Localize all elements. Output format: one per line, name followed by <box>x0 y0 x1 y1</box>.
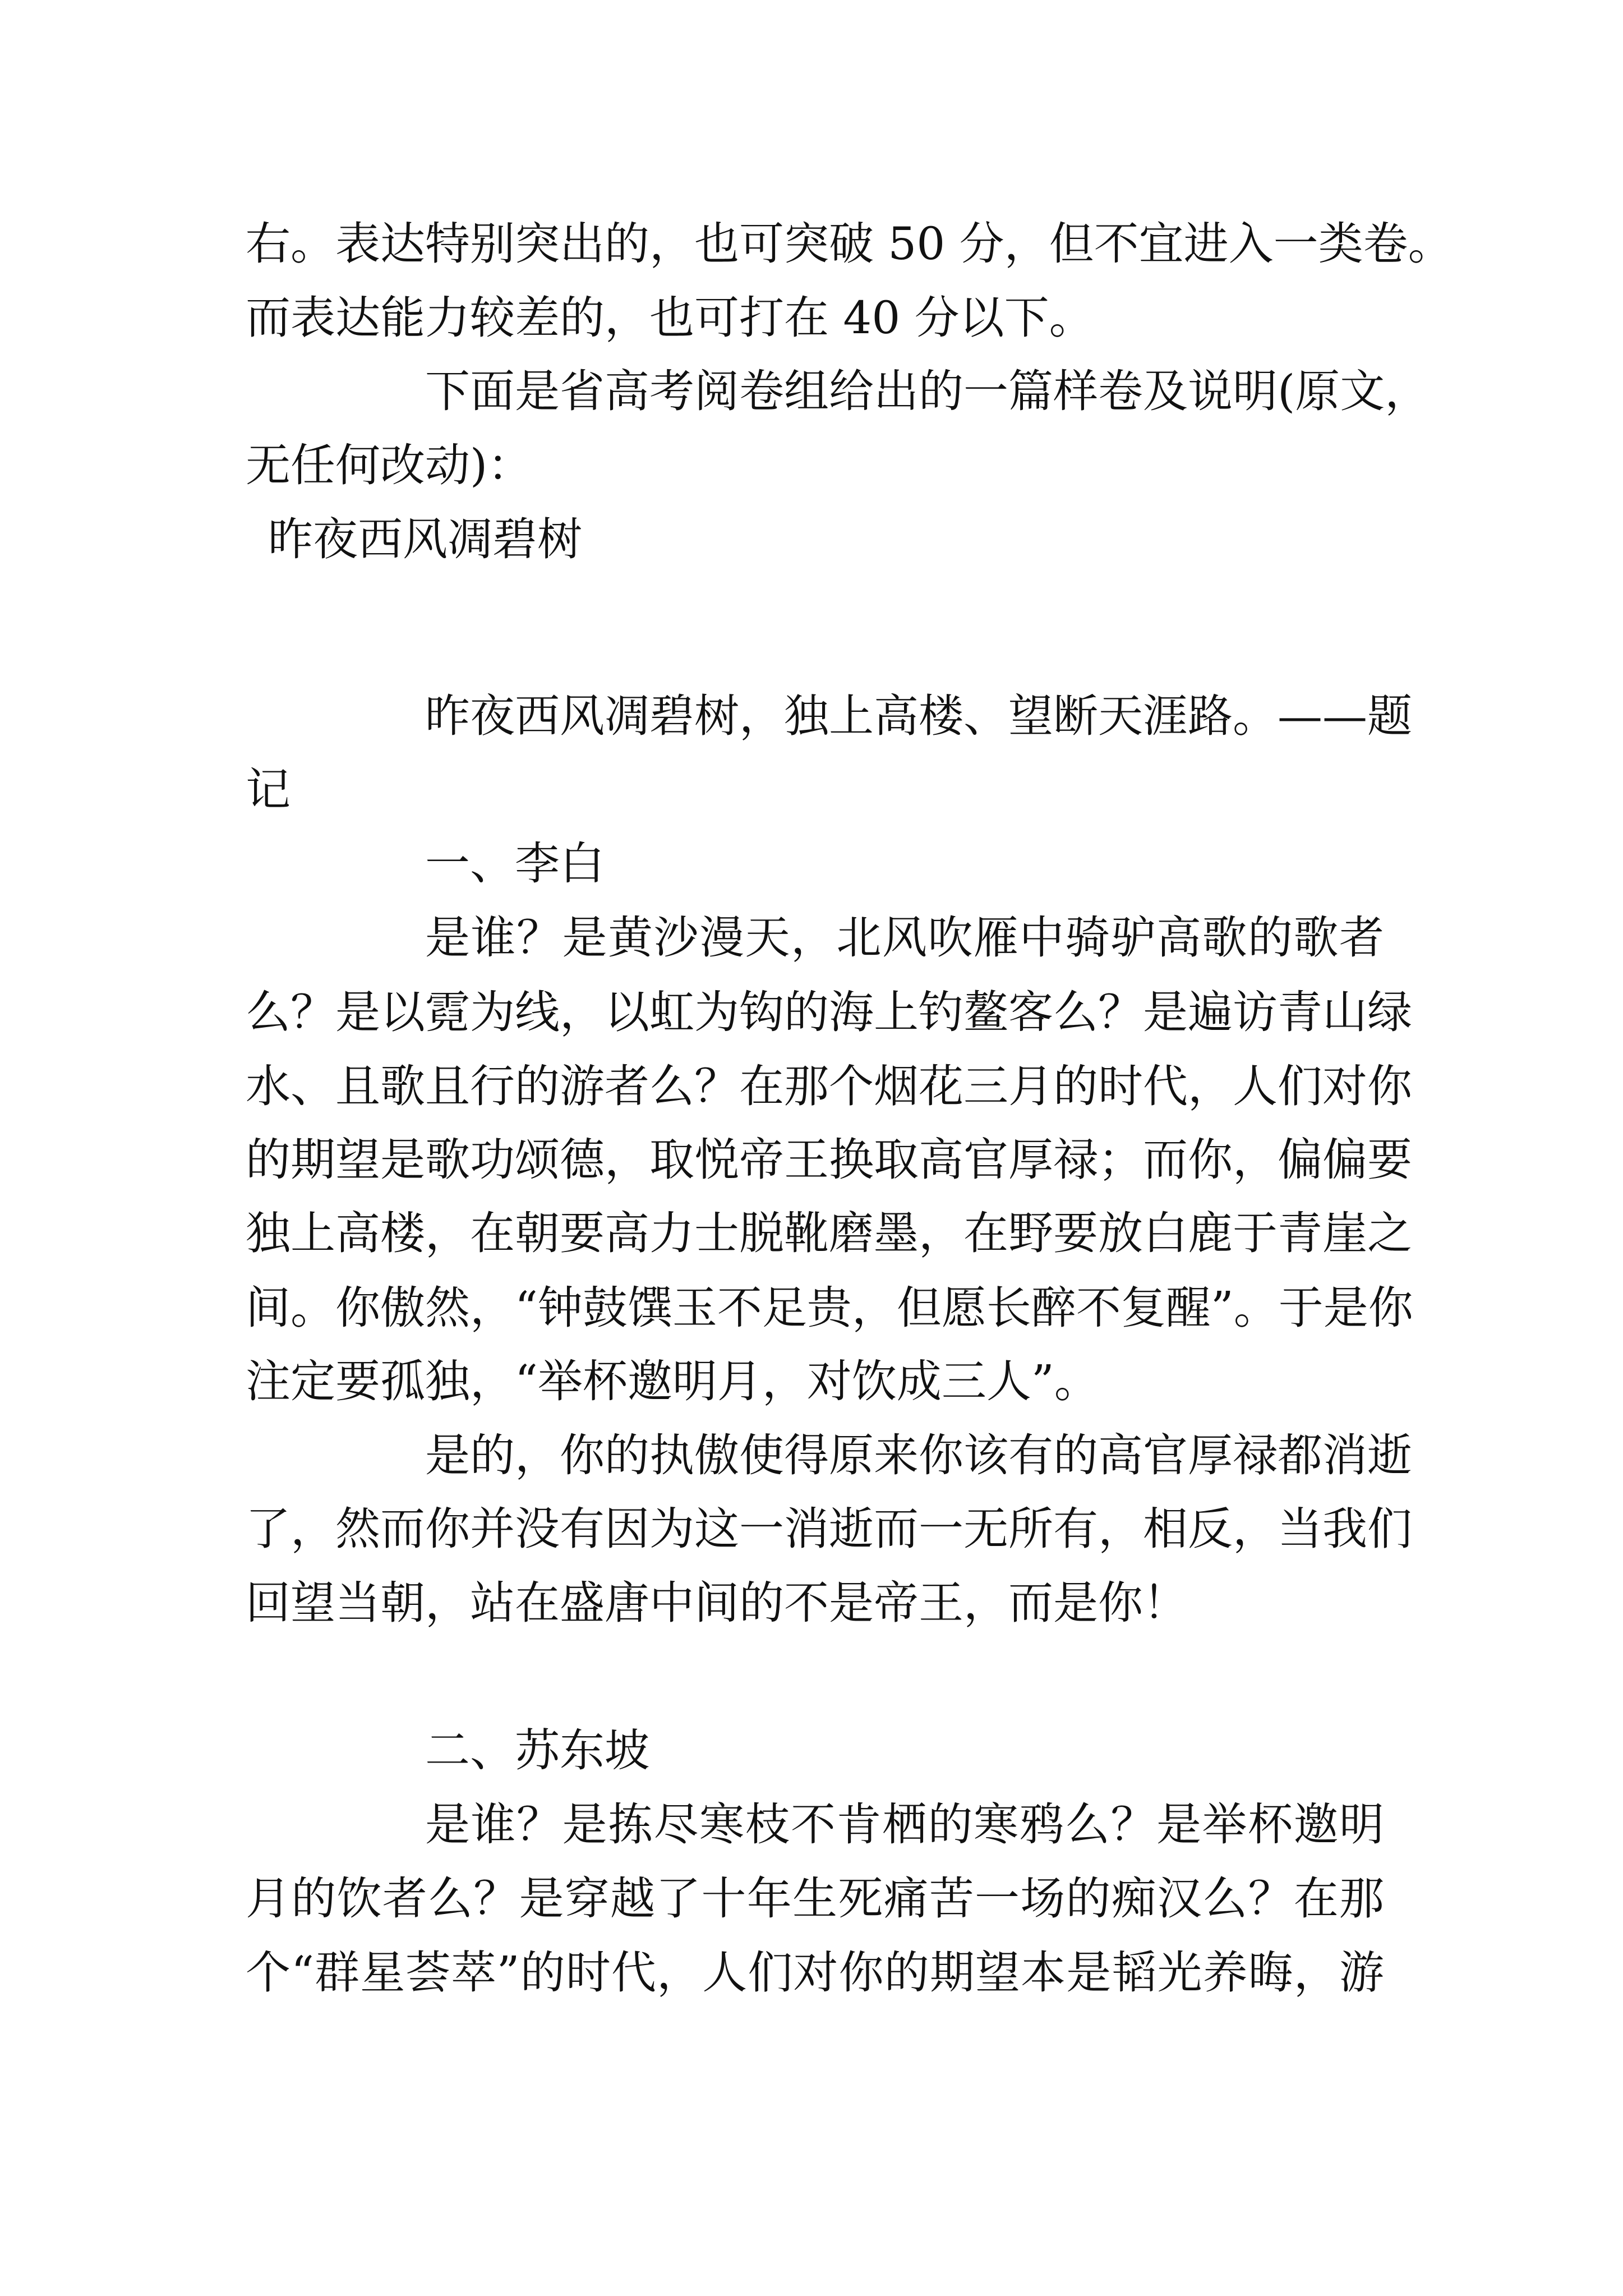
para1-line1: 右。表达特别突出的，也可突破 50 分，但不宜进入一类卷。 <box>246 218 1453 270</box>
section2-para1-line1: 是谁？是拣尽寒枝不肯栖的寒鸦么？是举杯邀明 <box>425 1798 1384 1851</box>
section1-para2-line2: 了，然而你并没有因为这一消逝而一无所有，相反，当我们 <box>246 1503 1412 1555</box>
section1-para1-line1: 是谁？是黄沙漫天，北风吹雁中骑驴高歌的歌者 <box>425 912 1384 964</box>
section1-para1-line2: 么？是以霓为线，以虹为钩的海上钓鳌客么？是遍访青山绿 <box>246 986 1412 1038</box>
section1-para1-line3: 水、且歌且行的游者么？在那个烟花三月的时代，人们对你 <box>246 1060 1412 1112</box>
section1-para1-line7: 注定要孤独，“举杯邀明月，对饮成三人”。 <box>246 1355 1099 1407</box>
section1-heading: 一、李白 <box>425 838 605 890</box>
epigraph-line1: 昨夜西风凋碧树，独上高楼、望断天涯路。——题 <box>425 690 1412 742</box>
section2-para1-line2: 月的饮者么？是穿越了十年生死痛苦一场的痴汉么？在那 <box>246 1872 1384 1925</box>
section2-para1-line3: 个“群星荟萃”的时代，人们对你的期望本是韬光养晦，游 <box>246 1947 1384 1999</box>
section1-para1-line4: 的期望是歌功颂德，取悦帝王换取高官厚禄；而你，偏偏要 <box>246 1134 1412 1186</box>
para1-line2: 而表达能力较差的，也可打在 40 分以下。 <box>246 292 1094 344</box>
para2-line2: 无任何改动)： <box>246 439 533 491</box>
section1-para2-line3: 回望当朝，站在盛唐中间的不是帝王，而是你！ <box>246 1577 1188 1629</box>
epigraph-line2: 记 <box>246 763 291 816</box>
section1-para1-line6: 间。你傲然，“钟鼓馔玉不足贵，但愿长醉不复醒”。于是你 <box>246 1282 1413 1334</box>
para2-line1: 下面是省高考阅卷组给出的一篇样卷及说明(原文， <box>425 365 1430 417</box>
section1-para2-line1: 是的，你的执傲使得原来你该有的高官厚禄都消逝 <box>425 1429 1412 1481</box>
section2-heading: 二、苏东坡 <box>425 1724 649 1777</box>
section1-para1-line5: 独上高楼，在朝要高力士脱靴磨墨，在野要放白鹿于青崖之 <box>246 1207 1412 1259</box>
essay-title: 昨夜西风凋碧树 <box>268 513 582 565</box>
